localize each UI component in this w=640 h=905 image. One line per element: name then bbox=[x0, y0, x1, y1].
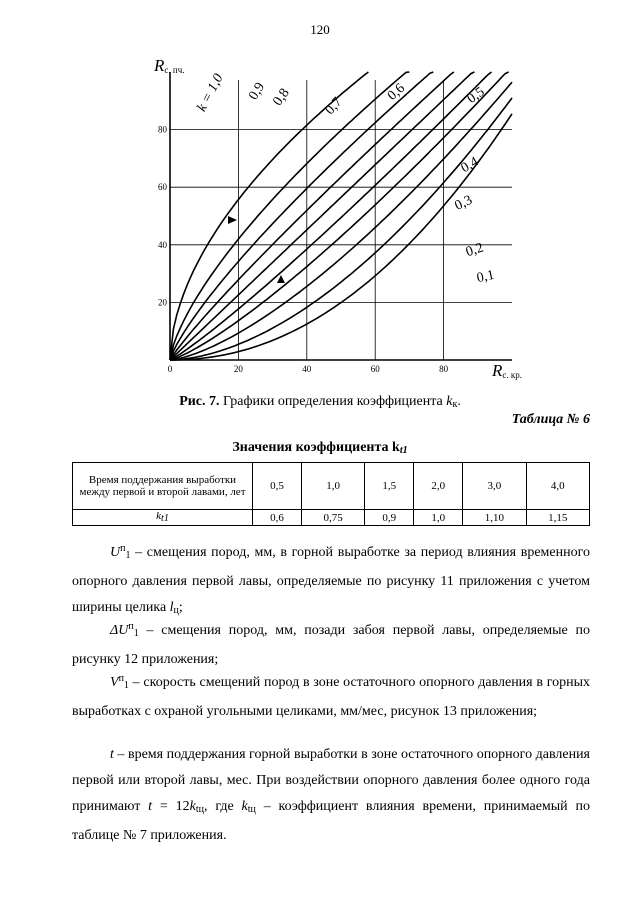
table-cell: 1,10 bbox=[463, 510, 526, 526]
curve-label: 0,5 bbox=[464, 84, 488, 107]
curve-k-9 bbox=[170, 98, 512, 360]
figure-caption: Рис. 7. Графики определения коэффициента $k_к$. bbox=[179, 394, 461, 410]
coefficient-chart bbox=[140, 52, 540, 382]
table-label: Таблица № 6 bbox=[511, 412, 590, 427]
y-tick-label: 20 bbox=[158, 297, 167, 308]
table-cell: 1,15 bbox=[526, 510, 589, 526]
curve-k-2 bbox=[170, 72, 409, 360]
curve-label: 0,4 bbox=[458, 154, 482, 177]
y-tick-label: 40 bbox=[158, 239, 167, 250]
paragraph-displacement-rate: $V^п_1$ – скорость смещений пород в зоне остаточного опорного давления в горных выработках с охраной угольными целиками, мм/мес, рисунок 13 приложения; bbox=[72, 673, 590, 719]
curve-k-4 bbox=[170, 72, 454, 360]
chart-grid bbox=[170, 80, 512, 360]
y-axis-label: Rс. пч. bbox=[154, 56, 185, 75]
table-header-cell: 4,0 bbox=[526, 463, 589, 510]
curve-k-1 bbox=[170, 72, 368, 360]
curve-label: 0,2 bbox=[464, 240, 486, 261]
table-cell: 0,6 bbox=[253, 510, 302, 526]
x-axis-label: Rс. кр. bbox=[492, 361, 523, 380]
curve-k-5 bbox=[170, 72, 474, 360]
curve-k-7 bbox=[170, 72, 509, 360]
x-tick-label: 40 bbox=[302, 364, 312, 374]
chart-ticks bbox=[158, 125, 449, 374]
paragraph-displacement-behind-face: $\Delta U^п_1$ – смещения пород, мм, позади забоя первой лавы, определяемые по рисунку 12 приложения; bbox=[72, 621, 590, 667]
curve-label: 0,8 bbox=[270, 85, 293, 109]
curve-label: 0,1 bbox=[475, 267, 496, 287]
table-header-cell: 1,5 bbox=[365, 463, 414, 510]
y-tick-label: 60 bbox=[158, 182, 167, 193]
y-tick-label: 80 bbox=[158, 124, 167, 135]
table-header-cell: 0,5 bbox=[253, 463, 302, 510]
chart-curves bbox=[170, 72, 512, 360]
paragraph-displacement: $U^п_1$ – смещения пород, мм, в горной выработке за период влияния временного опорного давления первой лавы, определяемые по рисунку 11 приложения с учетом ширины целика $l_ц$; bbox=[72, 543, 590, 616]
table-header-label: Время поддержания выработки между первой и второй лавами, лет bbox=[73, 463, 253, 510]
curve-label: 0,7 bbox=[322, 94, 346, 118]
coefficient-table bbox=[72, 462, 590, 526]
paragraph-support-time: t – время поддержания горной выработки в зоне остаточного опорного давления первой или второй лавы, мес. При воздействии опорного давления более одного года принимают $t = 12k_{tц}$, где $k_{tц}$ – коэффициент влияния времени, принимаемый по таблице № 7 приложения. bbox=[72, 747, 590, 843]
table-row bbox=[73, 510, 590, 526]
x-tick-label: 80 bbox=[439, 364, 449, 374]
curve-k-8 bbox=[170, 82, 512, 360]
x-tick-label: 60 bbox=[370, 364, 380, 374]
x-tick-label: 20 bbox=[233, 364, 243, 374]
arrow-right-marker bbox=[228, 216, 237, 224]
chart-axes bbox=[170, 72, 512, 360]
table-cell: 0,9 bbox=[365, 510, 414, 526]
curve-label: 0,6 bbox=[384, 80, 408, 104]
curve-label: 0,9 bbox=[246, 80, 269, 103]
x-tick-label: 0 bbox=[167, 364, 173, 374]
curve-label: 0,3 bbox=[452, 192, 475, 214]
table-cell: 1,0 bbox=[414, 510, 463, 526]
table-header-cell: 2,0 bbox=[414, 463, 463, 510]
table-cell: 0,75 bbox=[301, 510, 364, 526]
table-row bbox=[73, 463, 590, 510]
table-row-label: kt1 bbox=[73, 510, 253, 526]
table-header-cell: 3,0 bbox=[463, 463, 526, 510]
table-header-cell: 1,0 bbox=[301, 463, 364, 510]
curve-label: k = 1,0 bbox=[194, 71, 227, 115]
page-number: 120 bbox=[310, 22, 330, 37]
table-title: Значения коэффициента $k_{t1}$ bbox=[232, 440, 408, 456]
arrow-up-marker bbox=[277, 275, 285, 283]
